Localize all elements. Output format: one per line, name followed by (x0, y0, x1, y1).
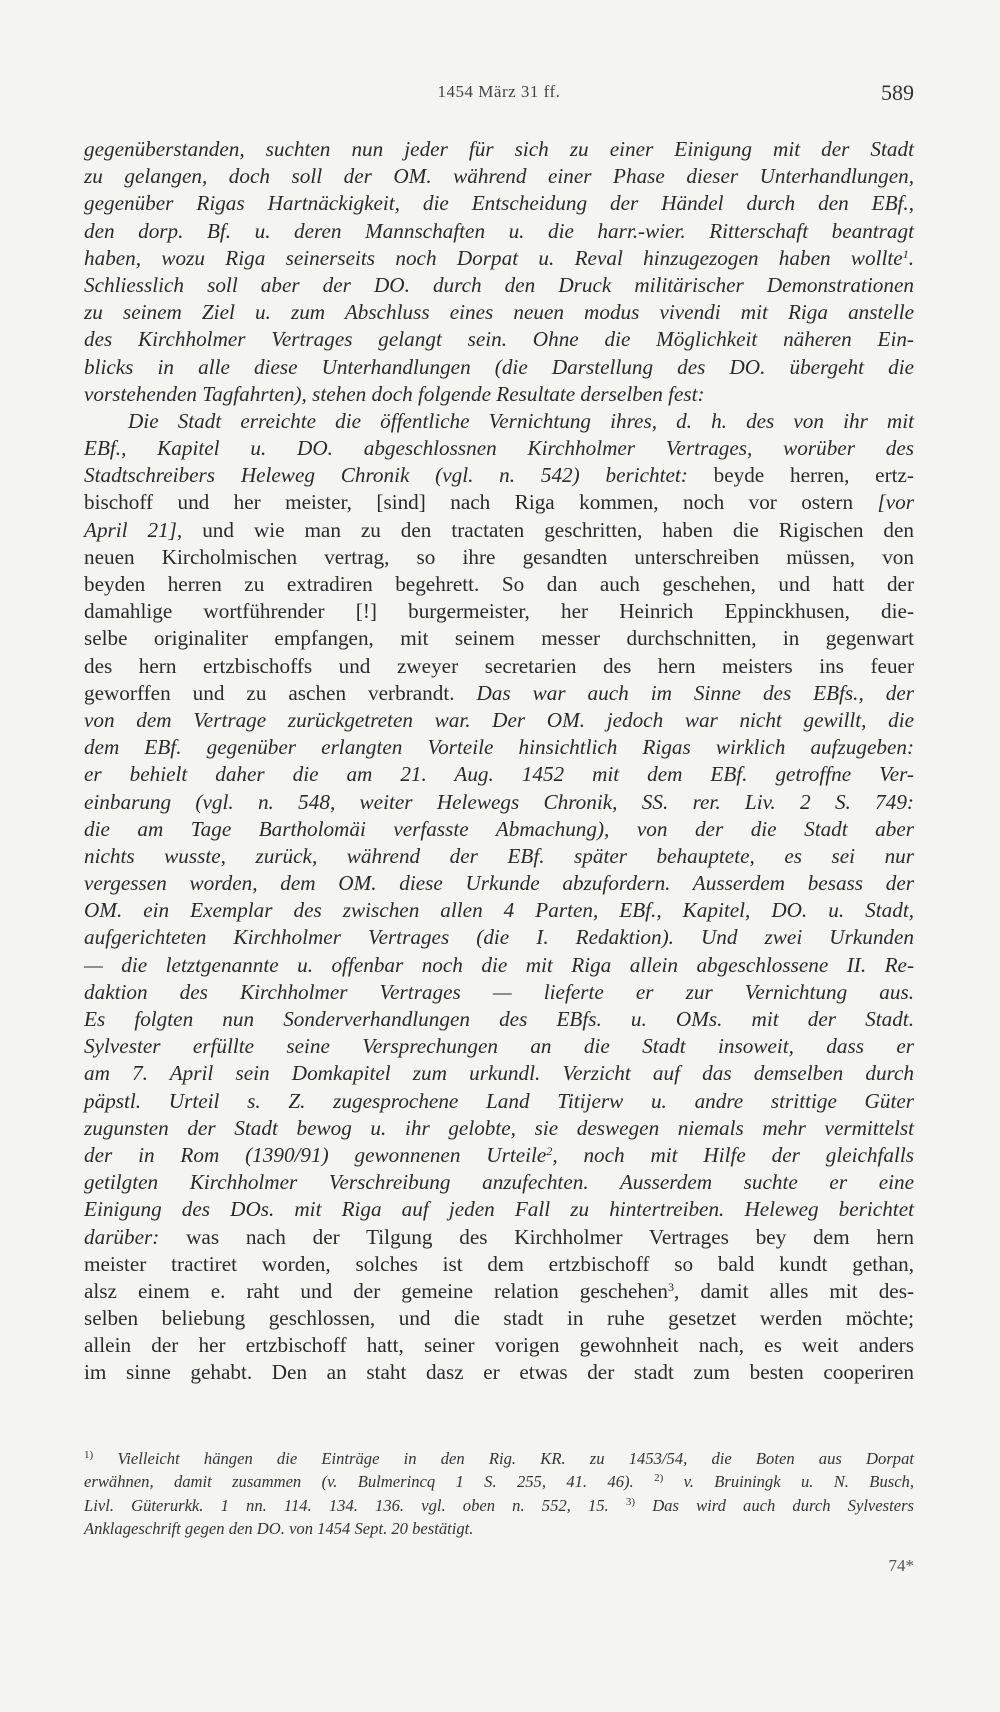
footnote-text: Das wird auch durch Sylvesters (652, 1495, 915, 1515)
text-segment: was nach der Tilgung des Kirchholmer Vertrages bey dem hern (186, 1224, 915, 1249)
footnote-ref: 3 (668, 1279, 675, 1294)
footnote-line (84, 1494, 914, 1517)
text-segment: und wie man zu den tractaten geschritten, haben die Rigischen den (202, 517, 915, 542)
footnote-text: Vielleicht hängen die Einträge in den Rig. KR. zu 1453/54, die Boten aus Dorpat (117, 1449, 914, 1468)
text-line: Einigung des DOs. mit Riga auf jeden Fall zu hintertreiben. Heleweg berichtet (84, 1197, 914, 1222)
text-line: den dorp. Bf. u. deren Mannschaften u. die harr.-wier. Ritterschaft beantragt (84, 218, 914, 243)
text-line: aufgerichteten Kirchholmer Vertrages (die I. Redaktion). Und zwei Urkunden (84, 925, 914, 950)
text-line: im sinne gehabt. Den an staht dasz er etwas der stadt zum besten cooperiren (84, 1360, 914, 1385)
text-line (84, 517, 914, 544)
text-segment: , damit alles mit des- (674, 1278, 914, 1303)
text-line: des Kirchholmer Vertrages gelangt sein. Ohne die Möglichkeit näheren Ein- (84, 327, 914, 352)
text-line (84, 1278, 914, 1305)
text-line (84, 680, 914, 707)
page-header (84, 82, 914, 110)
footnote-line (84, 1470, 914, 1493)
text-segment: beyde herren, ertz- (713, 463, 914, 488)
text-line: nichts wusste, zurück, während der EBf. später behauptete, es sei nur (84, 843, 914, 868)
text-line: damahlige wortführender [!] burgermeister, her Heinrich Eppinckhusen, die- (84, 599, 914, 624)
text-line: Sylvester erfüllte seine Versprechungen an die Stadt insoweit, dass er (84, 1034, 914, 1059)
text-line (84, 1224, 914, 1251)
footnote-ref: 1 (902, 246, 909, 261)
text-segment: [vor (877, 490, 914, 515)
footnote-text: Livl. Güterurkk. 1 nn. 114. 134. 136. vgl. oben n. 552, 15. (84, 1495, 609, 1515)
footnote-text: v. Bruiningk u. N. Busch, (683, 1472, 915, 1492)
footnote-number: 3) (625, 1495, 636, 1508)
text-segment: alsz einem e. raht und der gemeine relation geschehen (84, 1278, 669, 1303)
signature-mark: 74* (888, 1556, 914, 1575)
text-segment: . (908, 245, 914, 270)
text-line: Schliesslich soll aber der DO. durch den Druck militärischer Demonstrationen (84, 272, 914, 297)
main-text (84, 136, 914, 1387)
footnote-line: Anklageschrift gegen den DO. von 1454 Sept. 20 bestätigt. (84, 1519, 474, 1539)
text-line: neuen Kircholmischen vertrag, so ihre gesandten unterschreiben müssen, von (84, 544, 914, 569)
text-line: am 7. April sein Domkapitel zum urkundl. Verzicht auf das demselben durch (84, 1061, 914, 1086)
text-line: vergessen worden, dem OM. diese Urkunde abzufordern. Ausserdem besass der (84, 871, 914, 896)
footnotes (84, 1447, 914, 1541)
text-line: meister tractiret worden, solches ist dem ertzbischoff so bald kundt gethan, (84, 1251, 914, 1276)
text-line: gegenüber Rigas Hartnäckigkeit, die Entscheidung der Händel durch den EBf., (84, 191, 914, 216)
page-number: 589 (881, 80, 914, 105)
text-line: vorstehenden Tagfahrten), stehen doch folgende Resultate derselben fest: (84, 381, 705, 406)
text-segment: , noch mit Hilfe der gleichfalls (552, 1142, 915, 1167)
running-head: 1454 März 31 ff. (437, 82, 561, 101)
text-line: OM. ein Exemplar des zwischen allen 4 Parten, EBf., Kapitel, DO. u. Stadt, (84, 898, 914, 923)
text-line: päpstl. Urteil s. Z. zugesprochene Land Titijerw u. andre strittige Güter (84, 1088, 914, 1113)
text-line (84, 489, 914, 516)
text-line: Die Stadt erreichte die öffentliche Vernichtung ihres, d. h. des von ihr mit (128, 408, 914, 433)
text-line (84, 245, 914, 272)
text-segment: der in Rom (1390/91) gewonnenen Urteile (84, 1142, 547, 1167)
text-line: zu gelangen, doch soll der OM. während einer Phase dieser Unterhandlungen, (84, 164, 914, 189)
text-line: beyden herren zu extradiren begehrett. So dan auch geschehen, und hatt der (84, 572, 914, 596)
text-line: von dem Vertrage zurückgetreten war. Der OM. jedoch war nicht gewillt, die (84, 707, 914, 732)
text-line: zu seinem Ziel u. zum Abschluss eines neuen modus vivendi mit Riga anstelle (84, 300, 914, 325)
text-segment: bischoff und her meister, [sind] nach Riga kommen, noch vor ostern (84, 490, 854, 515)
text-line (84, 462, 914, 489)
text-line: selbe originaliter empfangen, mit seinem messer durchschnitten, in gegenwart (84, 626, 914, 651)
footnote-number: 2) (654, 1472, 664, 1485)
text-segment: geworffen und zu aschen verbrandt. (84, 680, 455, 705)
text-line: einbarung (vgl. n. 548, weiter Helewegs Chronik, SS. rer. Liv. 2 S. 749: (84, 789, 914, 814)
text-line: zugunsten der Stadt bewog u. ihr gelobte, sie deswegen niemals mehr vermittelst (84, 1115, 914, 1140)
text-line: er behielt daher die am 21. Aug. 1452 mit dem EBf. getroffne Ver- (84, 762, 914, 787)
text-line (84, 1142, 914, 1169)
text-line: allein der her ertzbischoff hatt, seiner vorigen gewohnheit nach, es weit anders (84, 1333, 914, 1358)
footnote-text: erwähnen, damit zusammen (v. Bulmerincq 1 S. 255, 41. 46). (84, 1472, 634, 1492)
text-line: getilgten Kirchholmer Verschreibung anzufechten. Ausserdem suchte er eine (84, 1170, 914, 1195)
text-line: selben beliebung geschlossen, und die stadt in ruhe gesetzet werden möchte; (84, 1306, 914, 1331)
text-line: Es folgten nun Sonderverhandlungen des EBfs. u. OMs. mit der Stadt. (84, 1007, 914, 1031)
text-segment: Das war auch im Sinne des EBfs., der (476, 680, 914, 705)
text-line: daktion des Kirchholmer Vertrages — lieferte er zur Vernichtung aus. (84, 979, 914, 1004)
text-line: EBf., Kapitel u. DO. abgeschlossnen Kirchholmer Vertrages, worüber des (84, 436, 914, 461)
text-segment: April 21], (84, 517, 183, 542)
text-line: dem EBf. gegenüber erlangten Vorteile hinsichtlich Rigas wirklich aufzugeben: (84, 735, 914, 760)
text-line: gegenüberstanden, suchten nun jeder für sich zu einer Einigung mit der Stadt (84, 137, 914, 161)
text-segment: darüber: (84, 1224, 160, 1249)
footnote-line (84, 1447, 914, 1470)
footnote-number: 1) (84, 1449, 94, 1461)
text-line: blicks in alle diese Unterhandlungen (die Darstellung des DO. übergeht die (84, 354, 914, 379)
text-line: die am Tage Bartholomäi verfasste Abmachung), von der die Stadt aber (84, 816, 914, 841)
text-segment: haben, wozu Riga seinerseits noch Dorpat u. Reval hinzugezogen haben wollte (84, 245, 903, 270)
text-line: — die letztgenannte u. offenbar noch die mit Riga allein abgeschlossene II. Re- (84, 952, 914, 977)
text-segment: Stadtschreibers Heleweg Chronik (vgl. n. 542) berichtet: (84, 463, 688, 488)
footnote-ref: 2 (546, 1143, 553, 1158)
text-line: des hern ertzbischoffs und zweyer secretarien des hern meisters ins feuer (84, 653, 914, 678)
